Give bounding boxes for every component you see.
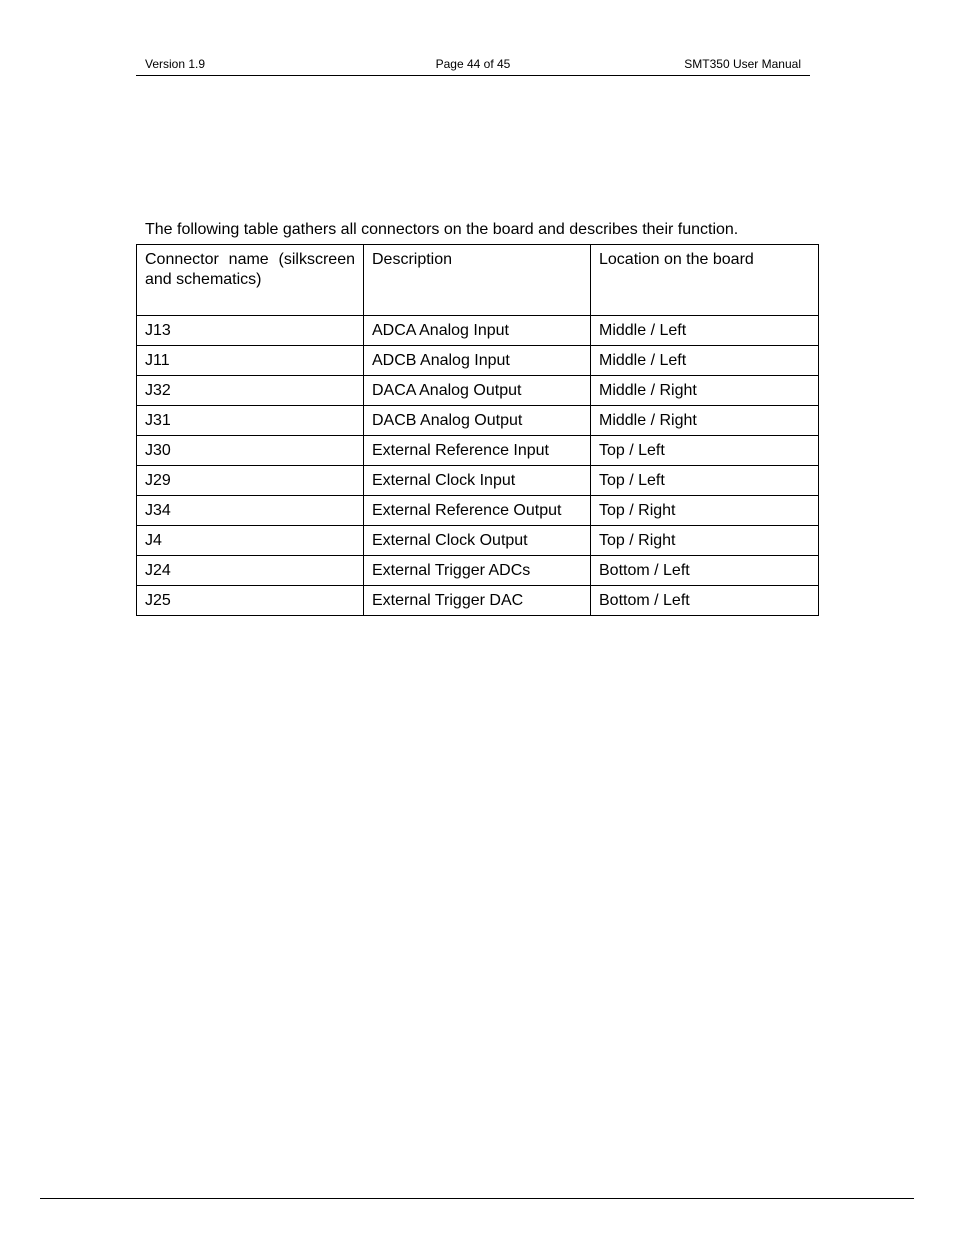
cell-description: External Clock Input bbox=[364, 466, 591, 496]
cell-description: ADCA Analog Input bbox=[364, 316, 591, 346]
cell-description: External Trigger ADCs bbox=[364, 556, 591, 586]
table-row bbox=[137, 466, 819, 496]
cell-description: DACB Analog Output bbox=[364, 406, 591, 436]
cell-connector: J24 bbox=[137, 556, 364, 586]
table-row bbox=[137, 496, 819, 526]
column-header-location: Location on the board bbox=[591, 245, 819, 316]
cell-description: External Reference Output bbox=[364, 496, 591, 526]
cell-location: Middle / Right bbox=[591, 376, 819, 406]
cell-description: External Reference Input bbox=[364, 436, 591, 466]
table-row bbox=[137, 406, 819, 436]
table-row bbox=[137, 556, 819, 586]
cell-location: Top / Left bbox=[591, 436, 819, 466]
cell-connector: J25 bbox=[137, 586, 364, 616]
cell-connector: J31 bbox=[137, 406, 364, 436]
cell-location: Bottom / Left bbox=[591, 586, 819, 616]
cell-connector: J13 bbox=[137, 316, 364, 346]
table-header-row bbox=[137, 245, 819, 316]
cell-location: Top / Left bbox=[591, 466, 819, 496]
page-header bbox=[136, 55, 810, 76]
cell-connector: J11 bbox=[137, 346, 364, 376]
table-row bbox=[137, 316, 819, 346]
cell-description: DACA Analog Output bbox=[364, 376, 591, 406]
column-header-description: Description bbox=[364, 245, 591, 316]
cell-location: Top / Right bbox=[591, 526, 819, 556]
cell-location: Middle / Right bbox=[591, 406, 819, 436]
cell-connector: J4 bbox=[137, 526, 364, 556]
cell-connector: J30 bbox=[137, 436, 364, 466]
connectors-table bbox=[136, 244, 819, 616]
intro-paragraph: The following table gathers all connectors on the board and describes their function. bbox=[145, 221, 739, 238]
table-row bbox=[137, 346, 819, 376]
cell-description: External Trigger DAC bbox=[364, 586, 591, 616]
cell-description: External Clock Output bbox=[364, 526, 591, 556]
cell-location: Middle / Left bbox=[591, 316, 819, 346]
header-manual-title: SMT350 User Manual bbox=[684, 57, 801, 71]
cell-description: ADCB Analog Input bbox=[364, 346, 591, 376]
header-version: Version 1.9 bbox=[145, 57, 206, 71]
cell-connector: J34 bbox=[137, 496, 364, 526]
column-header-connector: Connector name (silkscreen and schematics) bbox=[137, 245, 364, 316]
cell-location: Middle / Left bbox=[591, 346, 819, 376]
table-row bbox=[137, 436, 819, 466]
table-row bbox=[137, 526, 819, 556]
header-page-number: Page 44 of 45 bbox=[435, 57, 511, 71]
cell-location: Top / Right bbox=[591, 496, 819, 526]
cell-location: Bottom / Left bbox=[591, 556, 819, 586]
cell-connector: J29 bbox=[137, 466, 364, 496]
footer-divider bbox=[40, 1198, 914, 1199]
cell-connector: J32 bbox=[137, 376, 364, 406]
table-row bbox=[137, 586, 819, 616]
table-row bbox=[137, 376, 819, 406]
